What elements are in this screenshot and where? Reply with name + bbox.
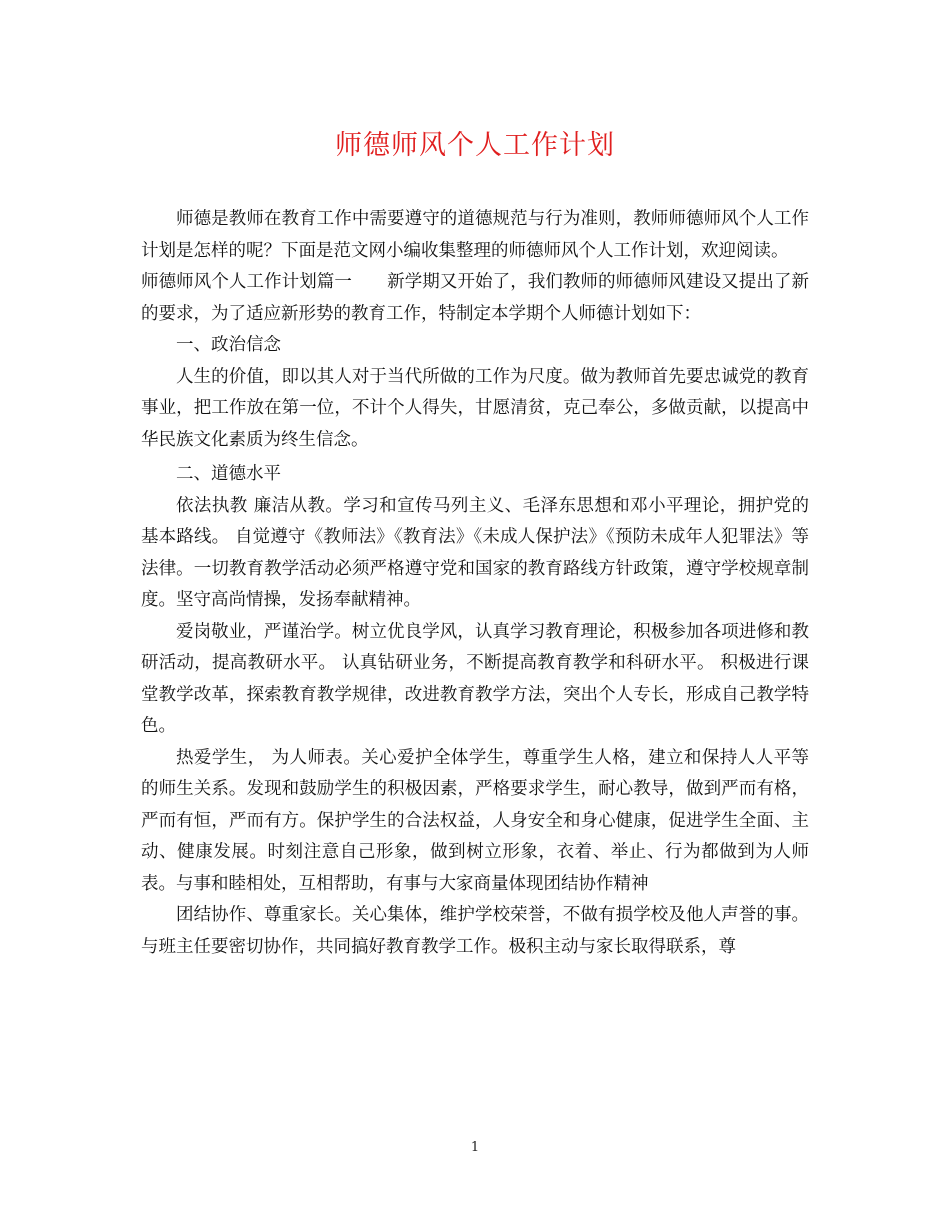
document-title: 师德师风个人工作计划 <box>335 130 615 161</box>
paragraph-section-one-intro: 师德师风个人工作计划篇一 新学期又开始了，我们教师的师德师风建设又提出了新的要求，为了适应新形势的教育工作，特制定本学期个人师德计划如下： <box>141 272 809 324</box>
paragraph-lawful-teaching: 依法执教 廉洁从教。学习和宣传马列主义、毛泽东思想和邓小平理论，拥护党的基本路线。 自觉遵守《教师法》《教育法》《未成人保护法》《预防未成年人犯罪法》等法律。一切教育教学活动必须严格遵守党和国家的教育路线方针政策，遵守学校规章制度。坚守高尚情操，发扬奉献精神。 <box>141 495 809 610</box>
paragraph-life-value: 人生的价值，即以其人对于当代所做的工作为尺度。做为教师首先要忠诚党的教育事业，把工作放在第一位，不计个人得失，甘愿清贫，克己奉公，多做贡献，以提高中华民族文化素质为终生信念。 <box>141 366 809 450</box>
heading-political-belief: 一、政治信念 <box>176 335 281 355</box>
document-body <box>141 204 809 963</box>
paragraph-dedication: 爱岗敬业，严谨治学。树立优良学风，认真学习教育理论，积极参加各项进修和教研活动，提高教研水平。 认真钻研业务，不断提高教育教学和科研水平。 积极进行课堂教学改革，探索教育教学规律，改进教育教学方法，突出个人专长，形成自己教学特色。 <box>141 621 809 736</box>
heading-moral-level: 二、道德水平 <box>176 464 281 484</box>
page-number: 1 <box>470 1140 480 1155</box>
paragraph-love-students: 热爱学生， 为人师表。关心爱护全体学生，尊重学生人格，建立和保持人人平等的师生关系。发现和鼓励学生的积极因素，严格要求学生，耐心教导，做到严而有格，严而有恒，严而有方。保护学生的合法权益，人身安全和身心健康，促进学生全面、主动、健康发展。时刻注意自己形象，做到树立形象，衣着、举止、行为都做到为人师表。与事和睦相处，互相帮助，有事与大家商量体现团结协作精神 <box>141 747 809 894</box>
paragraph-intro: 师德是教师在教育工作中需要遵守的道德规范与行为准则，教师师德师风个人工作计划是怎样的呢？下面是范文网小编收集整理的师德师风个人工作计划，欢迎阅读。 <box>141 209 809 261</box>
paragraph-cooperation: 团结协作、尊重家长。关心集体，维护学校荣誉，不做有损学校及他人声誉的事。与班主任要密切协作，共同搞好教育教学工作。极积主动与家长取得联系，尊 <box>141 905 809 957</box>
